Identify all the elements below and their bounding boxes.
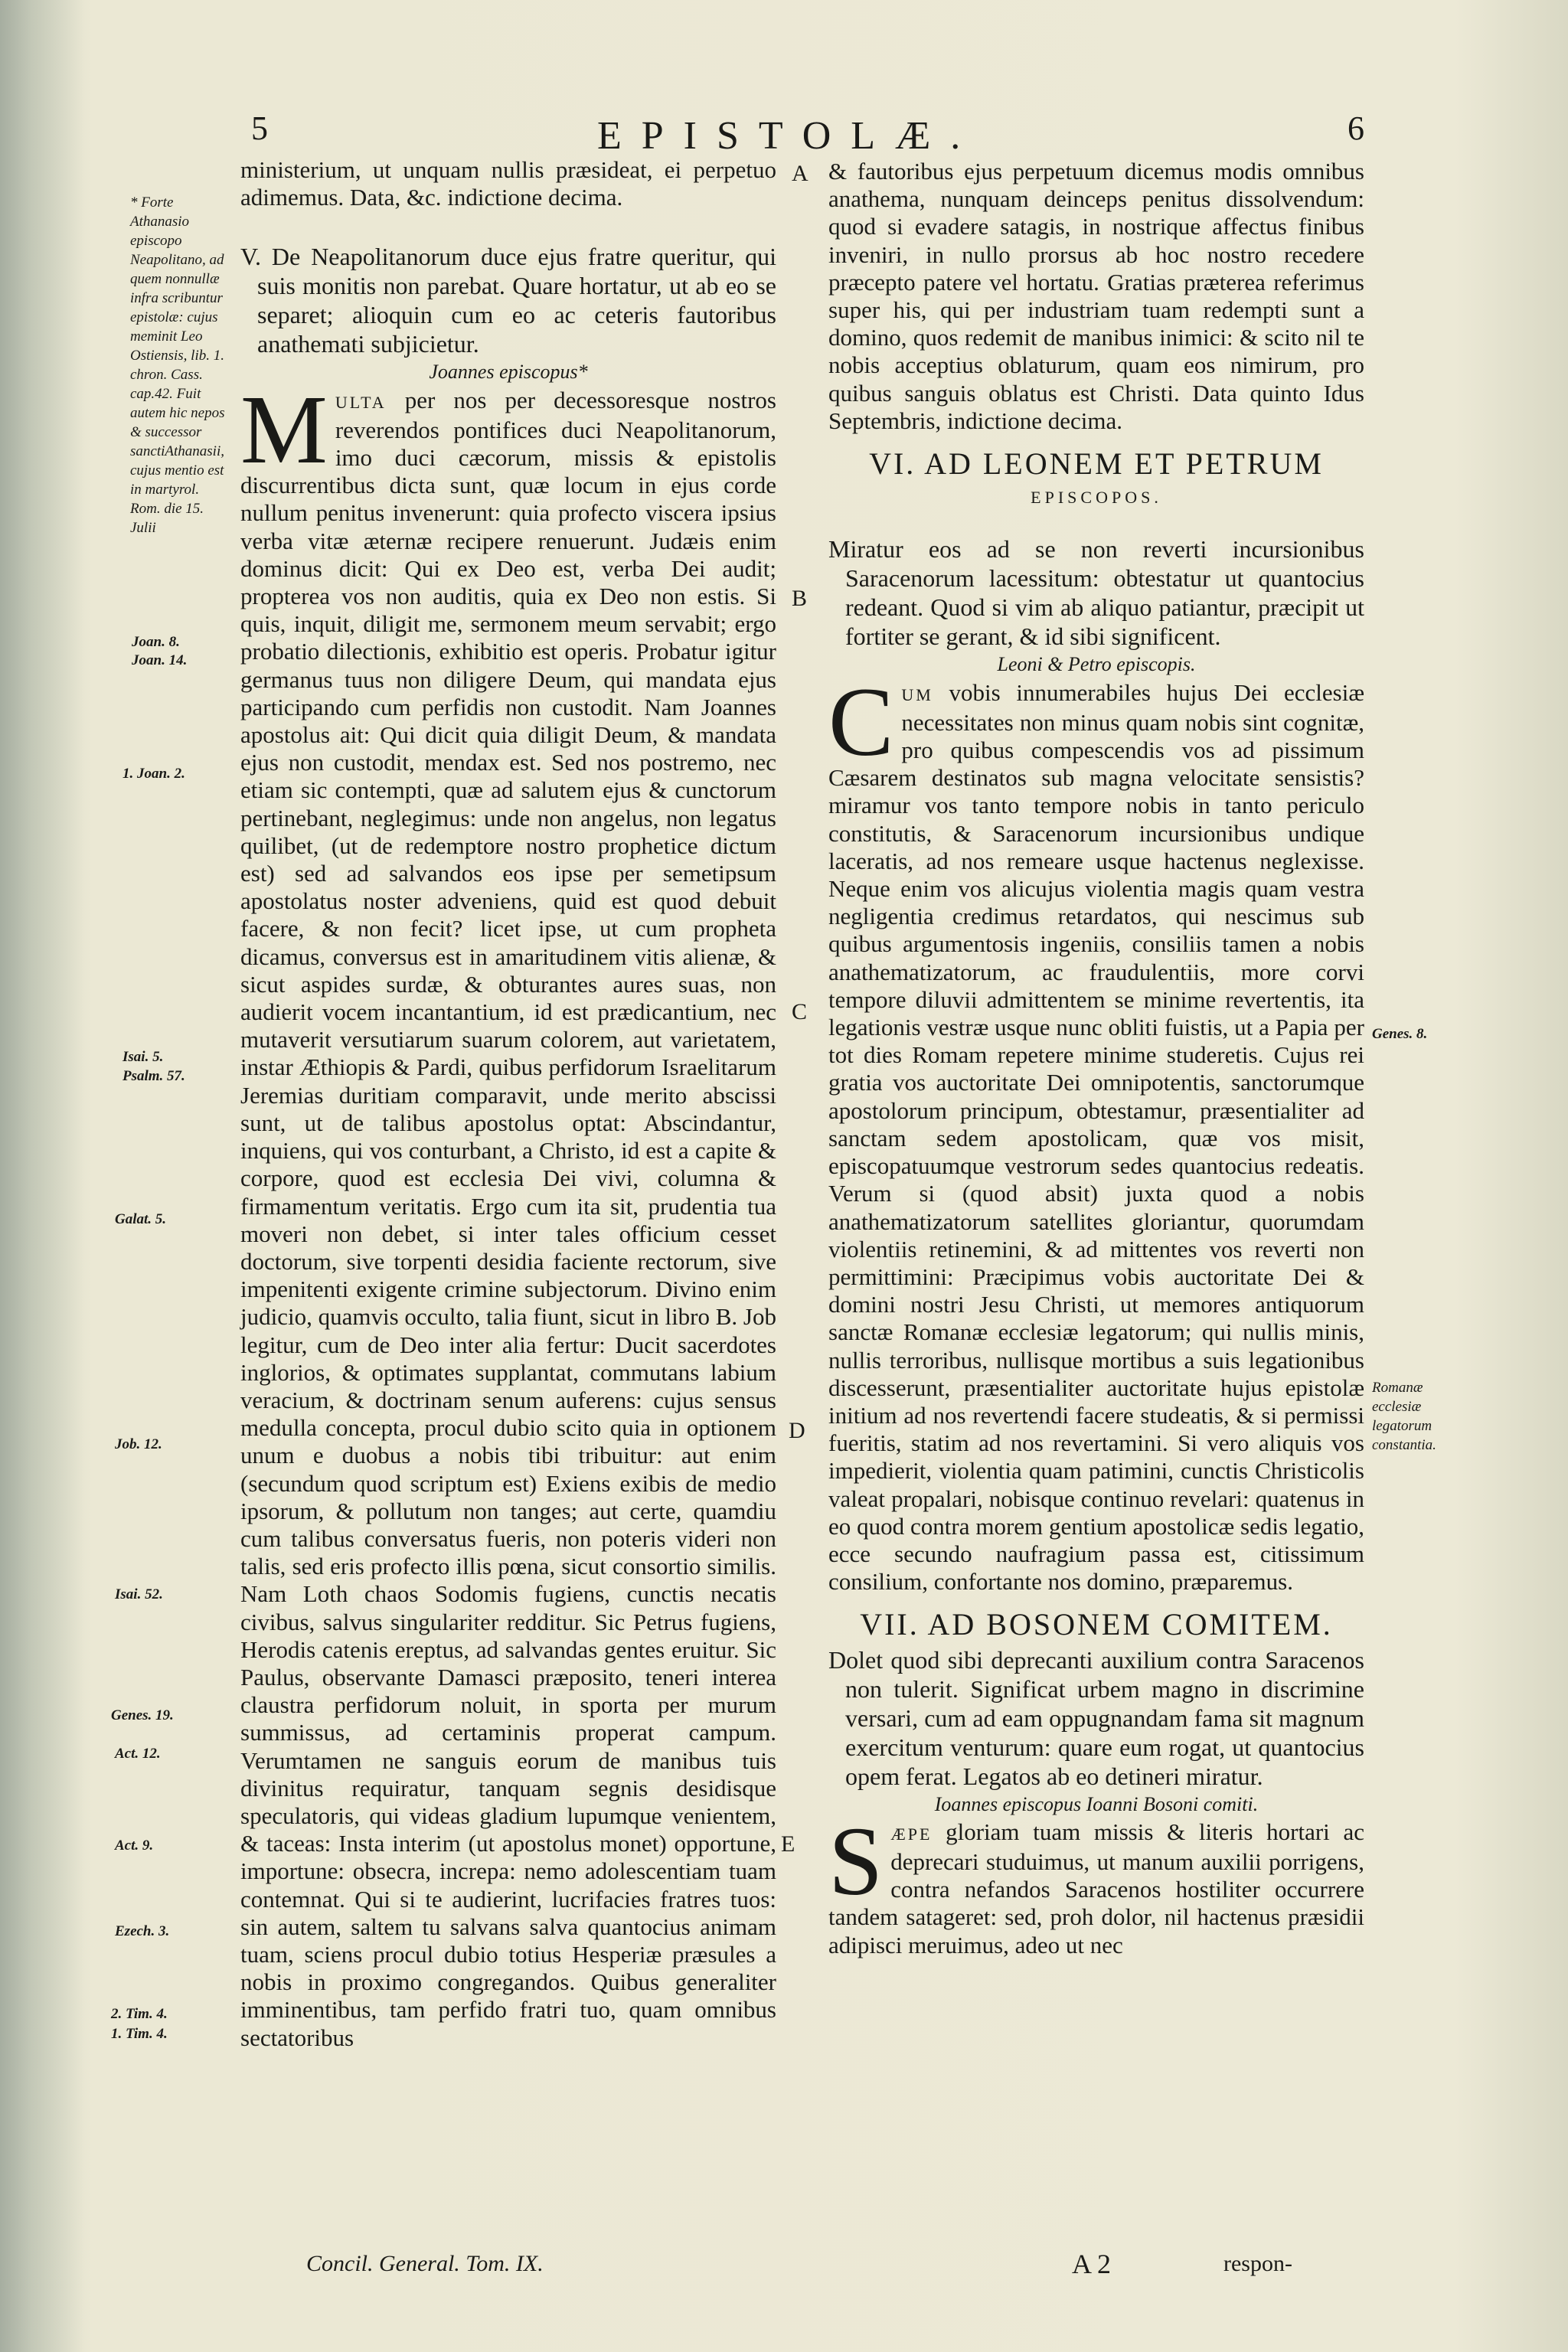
- section-6-subheading: EPISCOPOS.: [1031, 488, 1162, 508]
- left-opening: ministerium, ut unquam nullis præsideat, ei perpetuo adimemus. Data, &c. indictione decima.: [240, 156, 776, 211]
- margin-ref: Psalm. 57.: [122, 1068, 185, 1084]
- margin-ref: Joan. 8.: [132, 634, 180, 650]
- page-number-left: 5: [251, 109, 268, 147]
- margin-ref-right: Genes. 8.: [1372, 1026, 1428, 1042]
- signature-mark: A 2: [1072, 2249, 1112, 2279]
- body-start: UM: [901, 684, 933, 704]
- section-7-signature: Ioannes episcopus Ioanni Bosoni comiti.: [934, 1792, 1259, 1815]
- margin-ref: 1. Joan. 2.: [122, 766, 185, 782]
- catchword: respon-: [1223, 2251, 1292, 2276]
- body-text: per nos per decessoresque nostros reverendos pontifices duci Neapolitanorum, imo duci cæcorum, missis & epistolis discurrentibus dicta sunt, quæ locum in ejus corde nullum penitus invenerunt: quia profecto viscera ipsius verba vitæ æternæ recipere renuerunt. Judæis enim dominus dicit: Qui ex Deo est, verba Dei audit; propterea vos non auditis, quia ex Deo non estis. Si quis, inquit, diligit me, sermonem meum servabit; ergo probatio dilectionis, exhibitio est operis. Probatur igitur germanus tuus non diligere Deum, qui mandata ejus participando cum perfidis non custodit. Nam Joannes apostolus ait: Qui dicit quia diligit Deum, & mandata ejus non custodit, mendax est. Sed nos postremo, nec etiam sic contempti, quæ ad salutem ejus & cunctorum pertinebant, neglegimus: unde non angelus, non legatus quilibet, (ut de redemptore nostro prophetice dictum est) sed ad salvandos eos ipse per semetipsum apostolatus noster adveniens, quid est quod debuit facere, & non fecit? licet ipse, ut cum propheta dicamus, conversus est in amaritudinem vitis alienæ, & sicut aspides surdæ, & obturantes aures suas, non audierit vocem incantantium, id est prædicantium, nec mutaverit versutiarum suarum colorem, aut varietatem, instar Æthiopis & Pardi, quibus perfidorum Israelitarum Jeremias duritiam comparavit, unde merito abscissi sunt, ut de talibus apostolus optat: Abscindantur, inquiens, qui vos conturbant, a Christo, id est a capite & corpore, quod est ecclesia Dei vivi, columna & firmamentum veritatis. Ergo cum ita sit, prudentia tua moveri non debet, si inter tales officium cesset doctorum, sive torpenti desidia faciente rectorum, sive impenitenti exigente crimine subjectorum. Divino enim judicio, quamvis occulto, talia fiunt, sicut in libro B. Job legitur, cum de Deo inter alia fertur: Ducit sacerdotes inglorios, & optimates supplantat, commutans labium veracium, & doctrinam senum auferens: cujus sensus medulla concepta, procul dubio scito quia in optionem unum e duobus a nobis tibi tribuitur: aut enim (secundum quod scriptum est) Exiens exibis de medio ipsorum, & pollutum non tanges; aut certe, quamdiu cum talibus conversatus fueris, non poteris videri non talis, sed eris profecto illis pœna, sicut consortio similis. Nam Loth chaos Sodomis fugiens, cunctis necatis civibus, salvus singulariter redditur. Sic Petrus fugiens, Herodis catenis ereptus, ad salvandas gentes eruitur. Sic Paulus, observante Damasci præposito, teneri interea claustra perfidorum noluit, in sporta per murum summissus, ad certaminis properat campum. Verumtamen ne sanguis eorum de manibus tuis divinitus requiratur, tanquam segnis desidisque speculatoris, qui videas gladium lupumque venientem, & taceas: Insta interim (ut apostolus monet) opportune, importune: obsecra, increpa: nemo adolescentiam tuam contemnat. Qui si te audierint, lucrifacies fratres tuos: sin autem, saltem tu salvans salva quantocius animam tuam, sciens procul dubio totius Hesperiæ præsules a nobis in proximo congregandos. Quibus generaliter imminentibus, tam perfido fratri tuo, quam omnibus sectatoribus: [240, 386, 776, 2051]
- section-5-signature: Joannes episcopus*: [429, 361, 588, 384]
- section-7-heading: VII. AD BOSONEM COMITEM.: [860, 1607, 1333, 1642]
- margin-ref: Isai. 5.: [122, 1049, 164, 1065]
- section-letter: E: [781, 1831, 795, 1857]
- right-continuation: & fautoribus ejus perpetuum dicemus modis omnibus anathema, nunquam deinceps penitus dissolvendum: quod si evadere satagis, in nostrique affectus finibus inveniri, in nullo prorsus ab hoc nostro recedere præcepto patere vel hortatu. Gratias præterea referimus super his, qui per industriam tuam redempti sunt a domino, quos redemit de manibus inimici: & scito nil te nobis acceptius oblaturum, quam eos nimirum, pro quibus sanguis oblatus est Christi. Data quinto Idus Septembris, indictione decima.: [828, 158, 1364, 434]
- section-letter: D: [789, 1418, 805, 1443]
- section-7-summary: Dolet quod sibi deprecanti auxilium contra Saracenos non tulerit. Significat urbem magno in discrimine versari, cum ad eam oppugnandam fama sit magnum exercitum venturum: quare eum rogat, ut quantocius opem ferat. Legatos ab eo detineri miratur.: [828, 1645, 1364, 1790]
- body-start: ÆPE: [890, 1824, 933, 1844]
- body-text: vobis innumerabiles hujus Dei ecclesiæ necessitates non minus quam nobis sint cognitæ, pro quibus compescendis vos ad pissimum Cæsarem destinatos sub magna velocitate sensistis? miramur vos tanto tempore nobis in tanto periculo constitutis, & Saracenorum incursionibus undique laceratis, ad nos remeare usque hactenus neglexisse. Neque enim vos alicujus violentia magis quam vestra negligentia credimus retardatos, qui nescimus sub quibus argumentosis ingeniis, consiliis tamen a nobis anathematizatorum, ac fraudulentiis, more corvi tempore diluvii admittentem se minime revertentis, ita legationis vestræ usque nunc obliti fuistis, ut a Papia per tot dies Romam repetere minime studeretis. Cujus rei gratia vos auctoritate Dei omnipotentis, sanctorumque apostolorum principum, obtestamur, præsentialiter ad sanctam sedem apostolicam, quæ vos misit, episcopatuumque vestrorum sedes quantocius redeatis. Verum si (quod absit) juxta quod a nobis anathematizatorum satellites gloriantur, quorumdam violentiis retinemini, & ad mittentes vos reverti non permittimini: Præcipimus vobis auctoritate Dei & domini nostri Jesu Christi, ut memores antiquorum sanctæ Romanæ ecclesiæ legatorum; qui nullis minis, nullis terroribus, nullisque mortibus a suis legationibus discesserunt, præsentialiter auctoritate hujus epistolæ initium ad nos revertendi facere studeatis, & si permissi fueritis, statim ad nos revertamini. Si vero aliquis vos impedierit, violentia quam patimini, cunctis Christicolis valeat propalari, nobisque continuo revelari: quatenus in eo quod contra morem gentium apostolicæ sedis legatio, ecce secundo naufragium passa est, citissimum consilium, confortante nos domino, præparemus.: [828, 678, 1364, 1596]
- right-column: [828, 158, 1364, 1959]
- margin-note-left: * Forte Athanasio episcopo Neapolitano, ad quem nonnullæ infra scribuntur epistolæ: cujus meminit Leo Ostiensis, lib. 1. chron. Cass. cap.42. Fuit autem hic nepos & successor sanctiAthanasii, cujus mentio est in martyrol. Rom. die 15. Julii: [130, 194, 225, 536]
- page-number-right: 6: [1348, 109, 1364, 147]
- section-5-body: [240, 374, 776, 2052]
- section-letter: C: [792, 999, 808, 1024]
- margin-ref: Act. 9.: [115, 1838, 154, 1854]
- left-column: [240, 156, 776, 2052]
- gutter-shadow: [0, 0, 84, 2352]
- drop-cap: S: [828, 1806, 884, 1916]
- margin-ref: Galat. 5.: [115, 1211, 167, 1227]
- body-text: gloriam tuam missis & literis hortari ac deprecari studuimus, ut manum auxilii porrigens, contra nefandos Saracenos hostiliter occurrere tandem satageret: sed, proh dolor, nil hactenus præsidii adipisci meruimus, adeo ut nec: [828, 1818, 1364, 1958]
- section-6-body: [828, 667, 1364, 1596]
- section-7-body: [828, 1806, 1364, 1959]
- section-letter: B: [792, 586, 808, 611]
- drop-cap: M: [240, 374, 328, 484]
- margin-ref: Joan. 14.: [132, 652, 188, 668]
- section-6-summary: Miratur eos ad se non reverti incursionibus Saracenorum lacessitum: obtestatur ut quantocius redeant. Quod si vim ab aliquo patiantur, præcipit ut fortiter se gerant, & id sibi significent.: [828, 535, 1364, 651]
- margin-ref: 1. Tim. 4.: [111, 2026, 168, 2042]
- section-6-signature: Leoni & Petro episcopis.: [997, 653, 1196, 676]
- margin-note-right: Romanæ ecclesiæ legatorum constantia.: [1372, 1380, 1436, 1453]
- margin-ref: Genes. 19.: [111, 1707, 174, 1723]
- margin-ref: Job. 12.: [115, 1436, 162, 1452]
- footer-volume: Concil. General. Tom. IX.: [306, 2251, 544, 2276]
- body-start: ULTA: [335, 392, 387, 412]
- section-5-summary: V. De Neapolitanorum duce ejus fratre queritur, qui suis monitis non parebat. Quare hortatur, ut ab eo se separet; alioquin cum eo ac ceteris fautoribus anathemati subjicietur.: [240, 243, 776, 358]
- running-title: EPISTOLÆ.: [597, 114, 981, 158]
- margin-ref: Act. 12.: [115, 1746, 161, 1762]
- margin-ref: 2. Tim. 4.: [111, 2006, 168, 2022]
- margin-ref: Isai. 52.: [115, 1586, 163, 1602]
- section-letter: A: [792, 161, 808, 186]
- drop-cap: C: [828, 667, 894, 776]
- section-6-heading: VI. AD LEONEM ET PETRUM: [869, 446, 1324, 482]
- margin-ref: Ezech. 3.: [115, 1923, 170, 1939]
